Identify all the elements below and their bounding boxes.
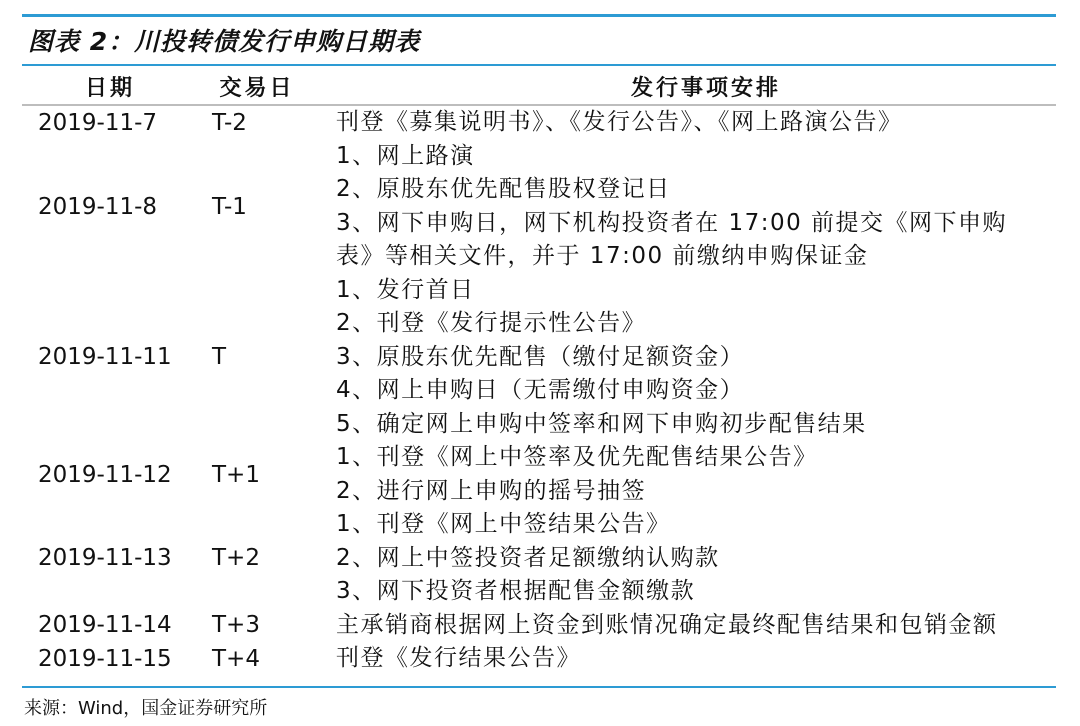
arrangement-line: 2、刊登《发行提示性公告》 [336, 310, 647, 336]
arrangement-line: 3、网下投资者根据配售金额缴款 [336, 578, 696, 604]
cell-date: 2019-11-11 [38, 344, 172, 371]
arrangement-line: 主承销商根据网上资金到账情况确定最终配售结果和包销金额 [336, 611, 998, 638]
cell-arrangement [316, 508, 1056, 609]
cell-arrangement [316, 609, 1056, 643]
arrangement-line: 1、网上路演 [336, 142, 475, 169]
schedule-table [22, 68, 1056, 676]
arrangement-line: 1、发行首日 [336, 276, 475, 303]
cell-arrangement [316, 140, 1056, 274]
arrangement-line: 2、进行网上申购的摇号抽签 [336, 477, 647, 504]
table-row [22, 140, 1056, 274]
arrangement-line: 1、刊登《网上中签率及优先配售结果公告》 [336, 444, 818, 470]
cell-trading-day: T+1 [212, 461, 260, 488]
cell-date: 2019-11-12 [38, 461, 172, 488]
arrangement-line: 2、网上中签投资者足额缴纳认购款 [336, 544, 720, 571]
cell-arrangement [316, 105, 1056, 140]
arrangement-line: 刊登《募集说明书》、《发行公告》、《网上路演公告》 [336, 109, 903, 135]
arrangement-line: 3、原股东优先配售（缴付足额资金） [336, 343, 745, 370]
cell-date: 2019-11-13 [38, 545, 172, 572]
cell-date: 2019-11-15 [38, 645, 172, 672]
cell-trading-day: T+2 [212, 545, 260, 572]
header-arrangement: 发行事项安排 [316, 68, 1056, 105]
arrangement-line: 刊登《发行结果公告》 [336, 645, 581, 671]
table-row [22, 105, 1056, 140]
header-row [22, 68, 1056, 105]
header-date: 日期 [22, 68, 198, 105]
table-row [22, 274, 1056, 442]
arrangement-line: 表》等相关文件，并于 17:00 前缴纳申购保证金 [336, 243, 869, 269]
table-row [22, 441, 1056, 508]
cell-date: 2019-11-8 [38, 193, 158, 220]
cell-trading-day: T-1 [212, 193, 247, 220]
top-rule [22, 14, 1056, 17]
arrangement-line: 1、刊登《网上中签结果公告》 [336, 511, 671, 537]
table-row [22, 609, 1056, 643]
arrangement-line: 3、网下申购日，网下机构投资者在 17:00 前提交《网下申购 [336, 209, 1008, 236]
arrangement-line: 4、网上申购日（无需缴付申购资金） [336, 377, 745, 403]
figure-title: 图表 2：川投转债发行申购日期表 [28, 27, 421, 56]
cell-arrangement [316, 274, 1056, 442]
cell-arrangement [316, 642, 1056, 676]
cell-trading-day: T-2 [212, 109, 247, 136]
title-rule [22, 64, 1056, 66]
cell-trading-day: T+4 [212, 645, 260, 672]
source-note: 来源：Wind，国金证券研究所 [24, 698, 268, 719]
table-row [22, 642, 1056, 676]
bottom-rule [22, 686, 1056, 688]
cell-date: 2019-11-7 [38, 109, 158, 136]
cell-trading-day: T+3 [212, 612, 260, 639]
table-row [22, 508, 1056, 609]
arrangement-line: 5、确定网上申购中签率和网下申购初步配售结果 [336, 410, 867, 437]
header-trading-day: 交易日 [198, 68, 316, 105]
cell-trading-day: T [212, 344, 227, 371]
arrangement-line: 2、原股东优先配售股权登记日 [336, 176, 671, 202]
cell-arrangement [316, 441, 1056, 508]
cell-date: 2019-11-14 [38, 612, 172, 639]
